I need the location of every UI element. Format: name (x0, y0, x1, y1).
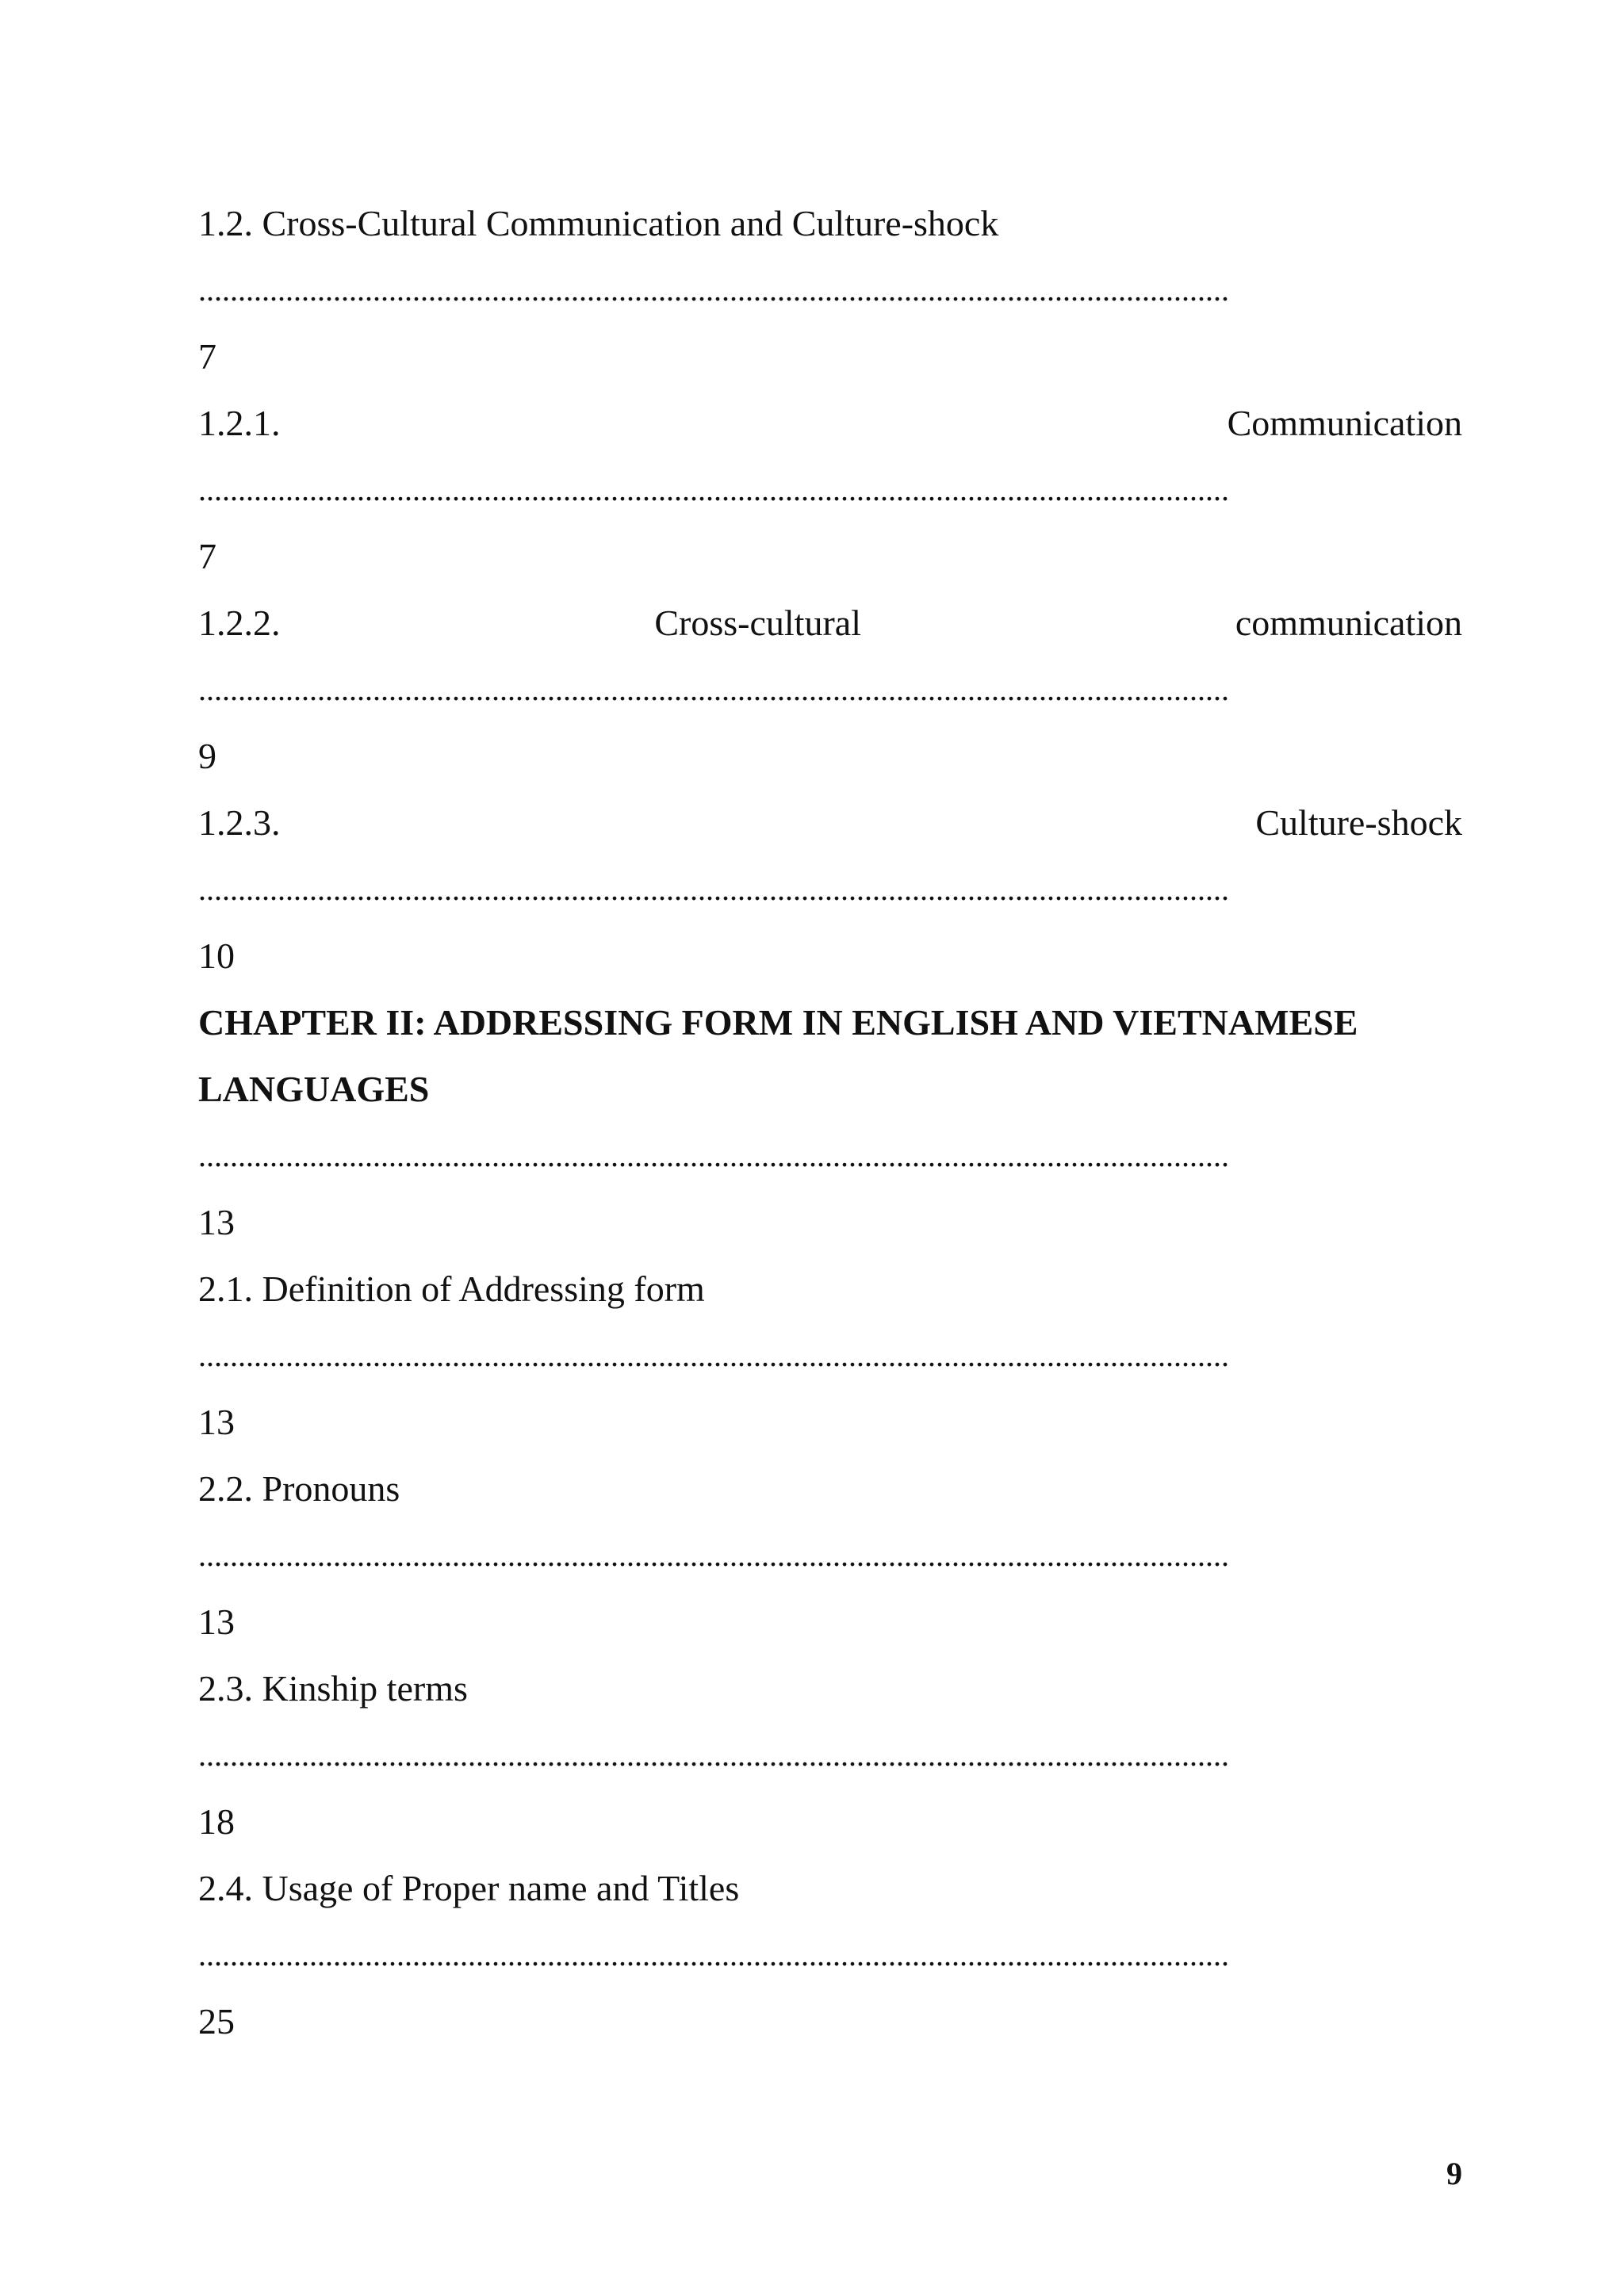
toc-entry-text: Culture-shock (1255, 802, 1462, 843)
table-of-contents (198, 190, 1462, 2055)
toc-page-number: 9 (198, 736, 216, 776)
toc-page-number: 25 (198, 2001, 235, 2042)
toc-entry-title[interactable] (198, 790, 1462, 856)
toc-chapter-heading-continued[interactable]: LANGUAGES (198, 1069, 430, 1109)
toc-entry-title[interactable] (198, 390, 1462, 457)
toc-entry-number: 1.2.2. (198, 603, 281, 643)
toc-entry-title[interactable] (198, 590, 1462, 656)
dot-leader: .................................................................................................................................. (198, 272, 1229, 308)
dot-leader: .................................................................................................................................. (198, 1138, 1229, 1173)
toc-entry-title[interactable]: 2.1. Definition of Addressing form (198, 1269, 705, 1309)
toc-entry-text: Communication (1227, 403, 1462, 443)
dot-leader: .................................................................................................................................. (198, 672, 1229, 707)
toc-entry-title[interactable]: 2.3. Kinship terms (198, 1668, 468, 1709)
toc-page-number: 7 (198, 336, 216, 377)
toc-entry-text: Cross-cultural (654, 603, 861, 643)
toc-entry-text: 1.2. Cross-Cultural Communication and Culture-shock (198, 203, 999, 243)
dot-leader: .................................................................................................................................. (198, 1337, 1229, 1373)
toc-page-number: 7 (198, 536, 216, 576)
toc-page-number: 13 (198, 1202, 235, 1242)
toc-entry-number: 1.2.3. (198, 802, 281, 843)
dot-leader: .................................................................................................................................. (198, 1537, 1229, 1573)
toc-page-number: 10 (198, 936, 235, 976)
page-number: 9 (1446, 2156, 1462, 2191)
toc-entry-title[interactable]: 2.2. Pronouns (198, 1468, 400, 1509)
toc-page-number: 13 (198, 1601, 235, 1642)
toc-entry-number: 1.2.1. (198, 403, 281, 443)
dot-leader: .................................................................................................................................. (198, 871, 1229, 907)
toc-entry-text: communication (1235, 603, 1462, 643)
toc-entry-title[interactable] (198, 190, 1462, 257)
dot-leader: .................................................................................................................................. (198, 1737, 1229, 1773)
toc-entry-title[interactable]: 2.4. Usage of Proper name and Titles (198, 1868, 740, 1908)
toc-page-number: 18 (198, 1801, 235, 1842)
dot-leader: .................................................................................................................................. (198, 472, 1229, 507)
toc-page-number: 13 (198, 1402, 235, 1442)
toc-chapter-heading[interactable]: CHAPTER II: ADDRESSING FORM IN ENGLISH AND VIETNAMESE (198, 1002, 1358, 1043)
dot-leader: .................................................................................................................................. (198, 1937, 1229, 1973)
